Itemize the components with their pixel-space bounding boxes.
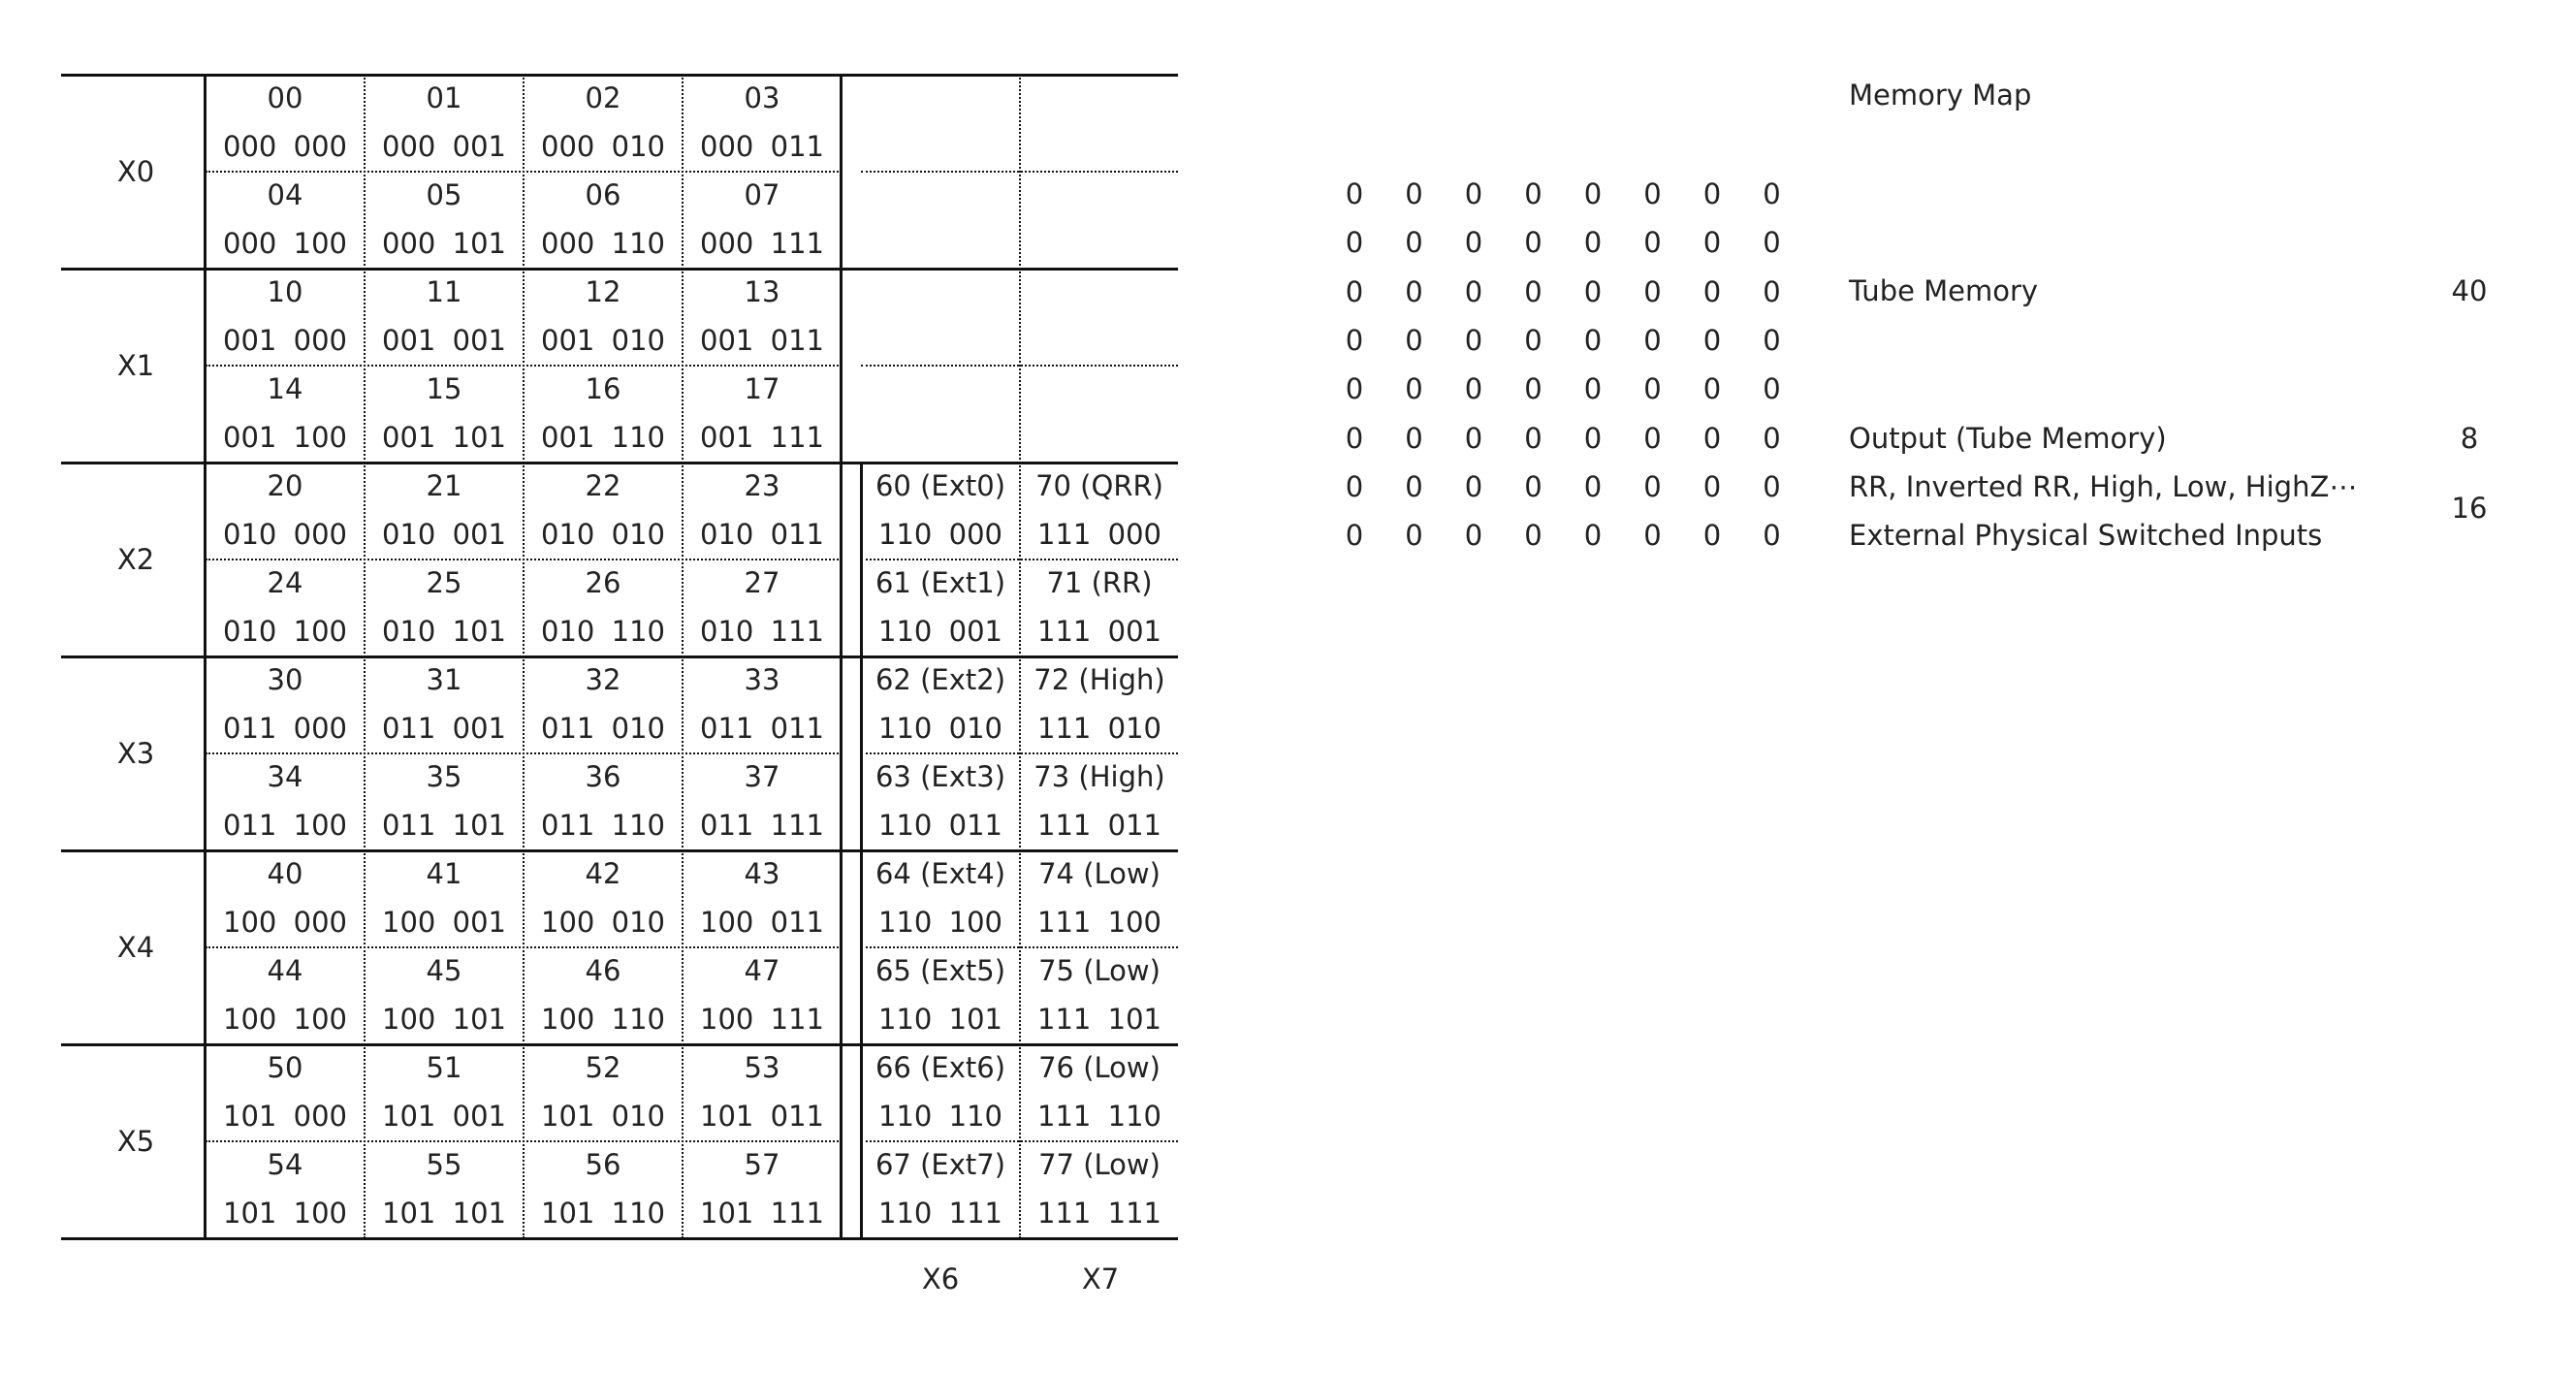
- cell-address: 35: [426, 760, 462, 793]
- cell-binary-high: 101: [700, 1100, 754, 1133]
- memory-bit: 0: [1763, 519, 1781, 553]
- output-label: Output (Tube Memory): [1849, 422, 2167, 455]
- cell-binary-low: 010: [611, 712, 665, 745]
- tube-memory-count: 40: [2451, 274, 2488, 307]
- cell-binary-low: 011: [770, 130, 824, 163]
- cell-binary-low: 000: [948, 518, 1002, 551]
- cell-address: 47: [744, 954, 780, 987]
- memory-bit: 0: [1702, 519, 1722, 553]
- cell-address: 60 (Ext0): [875, 469, 1006, 502]
- row-divider: [61, 1043, 1178, 1046]
- column-divider: [860, 463, 863, 1238]
- cell-address: 04: [267, 178, 303, 211]
- cell-address: 05: [426, 178, 462, 211]
- external-inputs-label: External Physical Switched Inputs: [1849, 519, 2323, 552]
- cell-address: 73 (High): [1034, 760, 1165, 793]
- cell-binary-high: 111: [1037, 1197, 1092, 1230]
- cell-binary-low: 011: [770, 324, 824, 357]
- memory-bit: 0: [1643, 274, 1662, 308]
- memory-bit: 0: [1464, 274, 1483, 308]
- cell-binary-high: 001: [382, 421, 436, 454]
- cell-binary-low: 000: [293, 712, 347, 745]
- cell-address: 34: [267, 760, 303, 793]
- cell-address: 50: [267, 1051, 303, 1084]
- cell-binary-low: 101: [452, 1003, 506, 1036]
- cell-address: 55: [426, 1148, 462, 1181]
- cell-address: 07: [744, 178, 780, 211]
- column-divider: [523, 75, 525, 1238]
- cell-binary-high: 000: [700, 130, 754, 163]
- cell-binary-low: 101: [1107, 1003, 1161, 1036]
- cell-binary-low: 001: [452, 712, 506, 745]
- memory-bit: 0: [1464, 323, 1483, 357]
- cell-binary-low: 011: [1107, 809, 1161, 842]
- cell-address: 12: [585, 275, 621, 308]
- memory-bit: 0: [1763, 177, 1781, 210]
- cell-binary-low: 001: [452, 1100, 506, 1133]
- cell-binary-high: 010: [700, 615, 754, 648]
- cell-binary-low: 011: [770, 906, 824, 939]
- cell-address: 52: [585, 1051, 621, 1084]
- rr-label: RR, Inverted RR, High, Low, HighZ⋯: [1849, 470, 2358, 503]
- memory-bit: 0: [1763, 274, 1781, 308]
- column-divider: [1019, 75, 1021, 1238]
- tube-memory-label: Tube Memory: [1849, 274, 2039, 307]
- cell-binary-low: 111: [948, 1197, 1002, 1230]
- cell-binary-high: 010: [541, 518, 595, 551]
- cell-binary-low: 010: [611, 1100, 665, 1133]
- cell-address: 64 (Ext4): [875, 857, 1006, 890]
- memory-bit: 0: [1405, 274, 1423, 308]
- cell-binary-low: 000: [1107, 518, 1161, 551]
- cell-binary-low: 101: [452, 227, 506, 260]
- row-label-x0: X0: [116, 155, 155, 188]
- cell-binary-high: 111: [1037, 906, 1092, 939]
- cell-address: 03: [744, 81, 780, 114]
- cell-binary-low: 110: [611, 1197, 665, 1230]
- cell-binary-high: 001: [541, 324, 595, 357]
- cell-binary-low: 010: [1107, 712, 1161, 745]
- memory-bit: 0: [1524, 469, 1542, 503]
- cell-binary-high: 110: [878, 1003, 933, 1036]
- row-label-x5: X5: [116, 1125, 155, 1158]
- cell-binary-high: 010: [541, 615, 595, 648]
- cell-binary-high: 110: [878, 1197, 933, 1230]
- memory-bit: 0: [1583, 177, 1603, 210]
- memory-bit: 0: [1643, 519, 1662, 553]
- cell-binary-high: 011: [382, 809, 436, 842]
- cell-address: 11: [426, 275, 462, 308]
- cell-binary-high: 110: [878, 1100, 933, 1133]
- cell-binary-low: 111: [1107, 1197, 1161, 1230]
- cell-binary-low: 000: [293, 906, 347, 939]
- memory-bit: 0: [1464, 177, 1483, 210]
- memory-bit: 0: [1345, 274, 1364, 308]
- cell-binary-low: 110: [611, 421, 665, 454]
- memory-bit: 0: [1583, 323, 1603, 357]
- cell-binary-low: 010: [611, 906, 665, 939]
- memory-bit: 0: [1702, 469, 1722, 503]
- cell-binary-high: 000: [223, 227, 277, 260]
- cell-binary-low: 100: [948, 906, 1002, 939]
- cell-binary-high: 010: [223, 615, 277, 648]
- cell-address: 20: [267, 469, 303, 502]
- cell-address: 17: [744, 372, 780, 405]
- memory-bit: 0: [1763, 421, 1781, 455]
- cell-address: 44: [267, 954, 303, 987]
- cell-binary-high: 110: [878, 518, 933, 551]
- cell-binary-high: 000: [541, 227, 595, 260]
- cell-binary-low: 111: [770, 1003, 824, 1036]
- memory-bit: 0: [1702, 421, 1722, 455]
- cell-binary-high: 011: [382, 712, 436, 745]
- cell-binary-high: 100: [541, 906, 595, 939]
- cell-binary-high: 001: [223, 421, 277, 454]
- cell-binary-low: 010: [611, 518, 665, 551]
- cell-binary-low: 110: [948, 1100, 1002, 1133]
- cell-address: 61 (Ext1): [875, 566, 1006, 599]
- cell-address: 45: [426, 954, 462, 987]
- cell-binary-low: 011: [770, 1100, 824, 1133]
- cell-address: 31: [426, 663, 462, 696]
- cell-address: 71 (RR): [1046, 566, 1153, 599]
- cell-binary-high: 010: [382, 518, 436, 551]
- cell-binary-high: 001: [700, 324, 754, 357]
- cell-binary-high: 010: [223, 518, 277, 551]
- column-divider: [364, 75, 366, 1238]
- cell-binary-high: 101: [541, 1197, 595, 1230]
- cell-address: 66 (Ext6): [875, 1051, 1006, 1084]
- memory-bit: 0: [1643, 177, 1662, 210]
- cell-binary-high: 100: [382, 1003, 436, 1036]
- memory-bit: 0: [1763, 323, 1781, 357]
- cell-binary-low: 101: [452, 615, 506, 648]
- cell-address: 33: [744, 663, 780, 696]
- cell-binary-low: 110: [611, 809, 665, 842]
- row-divider: [61, 656, 1178, 658]
- memory-bit: 0: [1643, 372, 1662, 406]
- memory-map-title: Memory Map: [1849, 79, 2032, 112]
- cell-address: 01: [426, 81, 462, 114]
- cell-binary-low: 110: [611, 615, 665, 648]
- cell-binary-low: 101: [452, 421, 506, 454]
- cell-address: 21: [426, 469, 462, 502]
- row-label-x3: X3: [116, 737, 155, 770]
- column-divider: [204, 75, 207, 1238]
- memory-bit: 0: [1583, 421, 1603, 455]
- row-divider: [61, 462, 1178, 464]
- cell-binary-high: 110: [878, 615, 933, 648]
- memory-bit: 0: [1345, 177, 1364, 210]
- cell-binary-low: 000: [293, 1100, 347, 1133]
- cell-binary-low: 100: [293, 1003, 347, 1036]
- cell-binary-low: 010: [611, 324, 665, 357]
- cell-binary-low: 110: [611, 227, 665, 260]
- cell-address: 56: [585, 1148, 621, 1181]
- cell-binary-high: 001: [541, 421, 595, 454]
- cell-binary-low: 001: [452, 130, 506, 163]
- cell-binary-high: 100: [223, 1003, 277, 1036]
- memory-bit: 0: [1583, 274, 1603, 308]
- cell-address: 74 (Low): [1038, 857, 1161, 890]
- cell-binary-low: 011: [948, 809, 1002, 842]
- cell-address: 70 (QRR): [1035, 469, 1163, 502]
- cell-address: 77 (Low): [1038, 1148, 1161, 1181]
- cell-binary-high: 111: [1037, 615, 1092, 648]
- memory-bit: 0: [1763, 372, 1781, 406]
- cell-address: 57: [744, 1148, 780, 1181]
- memory-bit: 0: [1702, 177, 1722, 210]
- cell-binary-low: 100: [293, 227, 347, 260]
- cell-binary-low: 111: [770, 1197, 824, 1230]
- cell-binary-high: 111: [1037, 712, 1092, 745]
- memory-bit: 0: [1405, 372, 1423, 406]
- memory-bit: 0: [1405, 421, 1423, 455]
- memory-bit: 0: [1345, 372, 1364, 406]
- cell-binary-high: 100: [541, 1003, 595, 1036]
- cell-binary-high: 111: [1037, 809, 1092, 842]
- cell-address: 42: [585, 857, 621, 890]
- cell-binary-high: 100: [700, 906, 754, 939]
- cell-binary-high: 000: [223, 130, 277, 163]
- memory-bit: 0: [1524, 519, 1542, 553]
- cell-binary-high: 011: [700, 809, 754, 842]
- cell-binary-high: 101: [700, 1197, 754, 1230]
- memory-bit: 0: [1643, 226, 1662, 260]
- cell-address: 54: [267, 1148, 303, 1181]
- cell-binary-low: 000: [293, 324, 347, 357]
- memory-bit: 0: [1464, 469, 1483, 503]
- memory-bit: 0: [1643, 421, 1662, 455]
- cell-address: 41: [426, 857, 462, 890]
- cell-binary-high: 000: [700, 227, 754, 260]
- memory-bit: 0: [1405, 469, 1423, 503]
- cell-binary-low: 100: [1107, 906, 1161, 939]
- memory-bit: 0: [1702, 226, 1722, 260]
- cell-binary-high: 101: [541, 1100, 595, 1133]
- cell-binary-low: 110: [611, 1003, 665, 1036]
- cell-binary-low: 111: [770, 615, 824, 648]
- cell-binary-high: 101: [382, 1100, 436, 1133]
- cell-binary-low: 100: [293, 1197, 347, 1230]
- column-divider: [840, 75, 843, 1238]
- memory-bit: 0: [1583, 372, 1603, 406]
- cell-binary-low: 001: [948, 615, 1002, 648]
- memory-bit: 0: [1583, 519, 1603, 553]
- cell-binary-high: 101: [382, 1197, 436, 1230]
- output-count: 8: [2460, 422, 2479, 455]
- cell-binary-high: 100: [223, 906, 277, 939]
- cell-address: 63 (Ext3): [875, 760, 1006, 793]
- cell-binary-high: 010: [382, 615, 436, 648]
- cell-binary-high: 101: [223, 1197, 277, 1230]
- cell-address: 27: [744, 566, 780, 599]
- row-divider: [61, 849, 1178, 852]
- cell-binary-low: 001: [452, 906, 506, 939]
- memory-bit: 0: [1464, 421, 1483, 455]
- cell-binary-high: 011: [541, 712, 595, 745]
- cell-binary-high: 000: [382, 227, 436, 260]
- memory-bit: 0: [1643, 323, 1662, 357]
- row-label-x4: X4: [116, 931, 155, 964]
- cell-address: 06: [585, 178, 621, 211]
- col-label-x6: X6: [921, 1263, 960, 1295]
- memory-bit: 0: [1643, 469, 1662, 503]
- cell-address: 46: [585, 954, 621, 987]
- cell-binary-low: 101: [452, 1197, 506, 1230]
- column-divider: [682, 75, 684, 1238]
- cell-address: 75 (Low): [1038, 954, 1161, 987]
- cell-binary-high: 011: [223, 809, 277, 842]
- cell-address: 76 (Low): [1038, 1051, 1161, 1084]
- row-label-x2: X2: [116, 543, 155, 576]
- cell-binary-high: 110: [878, 809, 933, 842]
- cell-binary-low: 100: [293, 809, 347, 842]
- cell-binary-high: 001: [382, 324, 436, 357]
- memory-bit: 0: [1345, 421, 1364, 455]
- cell-binary-high: 111: [1037, 1100, 1092, 1133]
- cell-binary-low: 001: [452, 324, 506, 357]
- row-divider: [61, 74, 1178, 77]
- memory-bit: 0: [1405, 226, 1423, 260]
- memory-bit: 0: [1524, 226, 1542, 260]
- cell-binary-low: 000: [293, 130, 347, 163]
- cell-binary-high: 010: [700, 518, 754, 551]
- rr-ext-count: 16: [2451, 492, 2488, 525]
- memory-bit: 0: [1702, 323, 1722, 357]
- cell-address: 24: [267, 566, 303, 599]
- cell-address: 43: [744, 857, 780, 890]
- cell-binary-low: 010: [611, 130, 665, 163]
- cell-binary-low: 000: [293, 518, 347, 551]
- cell-address: 02: [585, 81, 621, 114]
- memory-bit: 0: [1524, 177, 1542, 210]
- memory-bit: 0: [1763, 469, 1781, 503]
- cell-binary-low: 111: [770, 421, 824, 454]
- cell-binary-high: 001: [223, 324, 277, 357]
- cell-binary-high: 110: [878, 906, 933, 939]
- memory-bit: 0: [1763, 226, 1781, 260]
- col-label-x7: X7: [1081, 1263, 1120, 1295]
- memory-bit: 0: [1345, 226, 1364, 260]
- cell-binary-high: 000: [541, 130, 595, 163]
- memory-bit: 0: [1464, 519, 1483, 553]
- memory-bit: 0: [1524, 421, 1542, 455]
- cell-binary-high: 111: [1037, 518, 1092, 551]
- cell-address: 32: [585, 663, 621, 696]
- memory-bit: 0: [1702, 274, 1722, 308]
- memory-bit: 0: [1464, 226, 1483, 260]
- memory-bit: 0: [1405, 177, 1423, 210]
- memory-bit: 0: [1583, 469, 1603, 503]
- cell-address: 25: [426, 566, 462, 599]
- memory-bit: 0: [1464, 372, 1483, 406]
- cell-binary-low: 111: [770, 227, 824, 260]
- cell-binary-high: 100: [382, 906, 436, 939]
- memory-bit: 0: [1702, 372, 1722, 406]
- memory-bit: 0: [1524, 274, 1542, 308]
- cell-address: 62 (Ext2): [875, 663, 1006, 696]
- cell-address: 53: [744, 1051, 780, 1084]
- cell-binary-low: 110: [1107, 1100, 1161, 1133]
- memory-bit: 0: [1405, 519, 1423, 553]
- cell-binary-high: 111: [1037, 1003, 1092, 1036]
- cell-binary-high: 001: [700, 421, 754, 454]
- cell-address: 67 (Ext7): [875, 1148, 1006, 1181]
- row-divider: [61, 1237, 1178, 1240]
- cell-address: 13: [744, 275, 780, 308]
- cell-binary-low: 011: [770, 518, 824, 551]
- cell-binary-low: 100: [293, 421, 347, 454]
- row-divider: [61, 268, 1178, 271]
- cell-address: 65 (Ext5): [875, 954, 1006, 987]
- cell-binary-low: 111: [770, 809, 824, 842]
- memory-bit: 0: [1524, 372, 1542, 406]
- cell-address: 36: [585, 760, 621, 793]
- cell-binary-high: 110: [878, 712, 933, 745]
- memory-bit: 0: [1345, 323, 1364, 357]
- cell-binary-low: 101: [948, 1003, 1002, 1036]
- cell-address: 14: [267, 372, 303, 405]
- cell-address: 72 (High): [1034, 663, 1165, 696]
- cell-binary-low: 010: [948, 712, 1002, 745]
- cell-binary-low: 101: [452, 809, 506, 842]
- cell-binary-low: 001: [452, 518, 506, 551]
- cell-address: 30: [267, 663, 303, 696]
- cell-address: 37: [744, 760, 780, 793]
- memory-bit: 0: [1583, 226, 1603, 260]
- cell-binary-high: 011: [223, 712, 277, 745]
- cell-address: 15: [426, 372, 462, 405]
- cell-binary-high: 100: [700, 1003, 754, 1036]
- cell-binary-low: 011: [770, 712, 824, 745]
- memory-bit: 0: [1345, 469, 1364, 503]
- memory-bit: 0: [1405, 323, 1423, 357]
- cell-address: 00: [267, 81, 303, 114]
- cell-address: 51: [426, 1051, 462, 1084]
- cell-address: 22: [585, 469, 621, 502]
- cell-address: 16: [585, 372, 621, 405]
- cell-binary-high: 011: [700, 712, 754, 745]
- memory-bit: 0: [1524, 323, 1542, 357]
- cell-binary-low: 100: [293, 615, 347, 648]
- cell-address: 10: [267, 275, 303, 308]
- memory-bit: 0: [1345, 519, 1364, 553]
- row-label-x1: X1: [116, 349, 155, 382]
- cell-address: 26: [585, 566, 621, 599]
- cell-address: 23: [744, 469, 780, 502]
- cell-binary-high: 011: [541, 809, 595, 842]
- cell-address: 40: [267, 857, 303, 890]
- cell-binary-high: 101: [223, 1100, 277, 1133]
- cell-binary-high: 000: [382, 130, 436, 163]
- cell-binary-low: 001: [1107, 615, 1161, 648]
